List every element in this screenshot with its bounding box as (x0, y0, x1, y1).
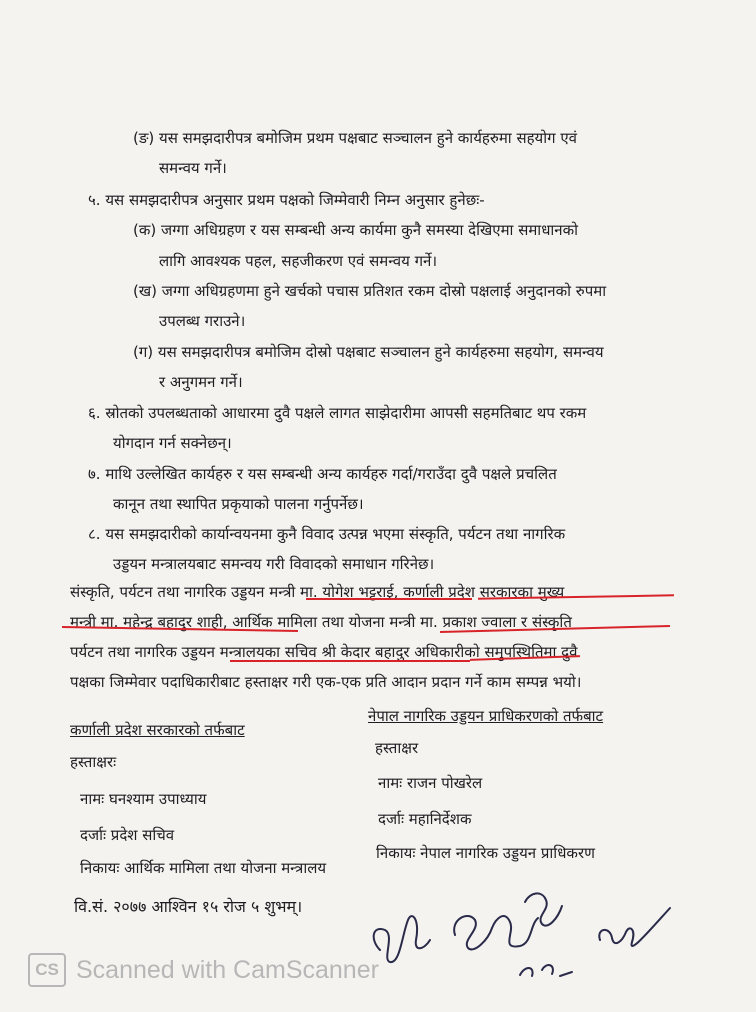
clause-4-nga-line-1: (ङ) यस समझदारीपत्र बमोजिम प्रथम पक्षबाट सञ्चालन हुने कार्यहरुमा सहयोग एवं (133, 129, 577, 147)
red-underline-minister-name (306, 598, 472, 600)
date-line: वि.सं. २०७७ आश्विन १५ रोज ५ शुभम्। (74, 897, 303, 916)
clause-5-kha-line-2: उपलब्ध गराउने। (159, 312, 246, 330)
right-party-signature-label: हस्ताक्षर (375, 739, 419, 757)
clause-5-heading: ५. यस समझदारीपत्र अनुसार प्रथम पक्षको जिम्मेवारी निम्न अनुसार हुनेछः- (88, 191, 485, 209)
clause-5-ga-line-1: (ग) यस समझदारीपत्र बमोजिम दोस्रो पक्षबाट सञ्चालन हुने कार्यहरुमा सहयोग, समन्वय (133, 343, 604, 361)
closing-paragraph-line-2: मन्त्री मा. महेन्द्र बहादुर शाही, आर्थिक मामिला तथा योजना मन्त्री मा. प्रकाश ज्वाला र संस्कृति (70, 613, 572, 631)
camscanner-watermark (28, 950, 379, 990)
clause-5-ka-line-1: (क) जग्गा अधिग्रहण र यस सम्बन्धी अन्य कार्यमा कुनै समस्या देखिएमा समाधानको (133, 221, 579, 239)
right-party-name: नामः राजन पोखरेल (378, 774, 483, 792)
clause-7-line-1: ७. माथि उल्लेखित कार्यहरु र यस सम्बन्धी अन्य कार्यहरु गर्दा/गराउँदा दुवै पक्षले प्रचलित (88, 465, 557, 483)
signature-4-stroke (520, 965, 572, 976)
clause-6-line-1: ६. स्रोतको उपलब्धताको आधारमा दुवै पक्षले लागत साझेदारीमा आपसी सहमतिबाट थप रकम (88, 404, 587, 422)
closing-paragraph-line-3: पर्यटन तथा नागरिक उड्डयन मन्त्रालयका सचिव श्री केदार बहादुर अधिकारीको समुपस्थितिमा दुवै (70, 643, 578, 661)
red-underline-secretary (230, 660, 470, 662)
closing-paragraph-line-1: संस्कृति, पर्यटन तथा नागरिक उड्डयन मन्त्री मा. योगेश भट्टराई, कर्णाली प्रदेश सरकारका मुख्य (70, 583, 565, 601)
left-party-office: निकायः आर्थिक मामिला तथा योजना मन्त्रालय (80, 859, 327, 877)
camscanner-text: Scanned with CamScanner (76, 955, 379, 984)
clause-5-ka-line-2: लागि आवश्यक पहल, सहजीकरण एवं समन्वय गर्ने। (159, 252, 438, 270)
signature-5-stroke (599, 908, 670, 946)
closing-paragraph-line-4: पक्षका जिम्मेवार पदाधिकारीबाट हस्ताक्षर गरी एक-एक प्रति आदान प्रदान गर्ने काम सम्पन्न भयो। (70, 673, 582, 691)
right-party-heading: नेपाल नागरिक उड्डयन प्राधिकरणको तर्फबाट (368, 707, 604, 725)
handwritten-signatures (360, 880, 700, 990)
clause-5-ga-line-2: र अनुगमन गर्ने। (159, 373, 243, 391)
clause-8-line-1: ८. यस समझदारीको कार्यान्वयनमा कुनै विवाद उत्पन्न भएमा संस्कृति, पर्यटन तथा नागरिक (88, 525, 566, 543)
signature-2-stroke (454, 916, 538, 949)
left-party-heading: कर्णाली प्रदेश सरकारको तर्फबाट (70, 721, 245, 739)
right-party-office: निकायः नेपाल नागरिक उड्डयन प्राधिकरण (376, 844, 595, 862)
signature-3-stroke (525, 893, 562, 925)
clause-5-kha-line-1: (ख) जग्गा अधिग्रहणमा हुने खर्चको पचास प्रतिशत रकम दोस्रो पक्षलाई अनुदानको रुपमा (133, 282, 607, 300)
clause-4-nga-line-2: समन्वय गर्ने। (159, 159, 227, 177)
clause-6-line-2: योगदान गर्न सक्नेछन्। (113, 434, 232, 452)
clause-7-line-2: कानून तथा स्थापित प्रकृयाको पालना गर्नुपर्नेछ। (113, 495, 364, 513)
signature-1-stroke (374, 916, 430, 962)
left-party-signature-label: हस्ताक्षरः (70, 753, 117, 771)
left-party-name: नामः घनश्याम उपाध्याय (80, 790, 207, 808)
clause-8-line-2: उड्डयन मन्त्रालयबाट समन्वय गरी विवादको समाधान गरिनेछ। (113, 555, 435, 573)
camscanner-logo-icon: CS (28, 953, 66, 987)
left-party-rank: दर्जाः प्रदेश सचिव (80, 826, 175, 844)
right-party-rank: दर्जाः महानिर्देशक (378, 810, 472, 828)
